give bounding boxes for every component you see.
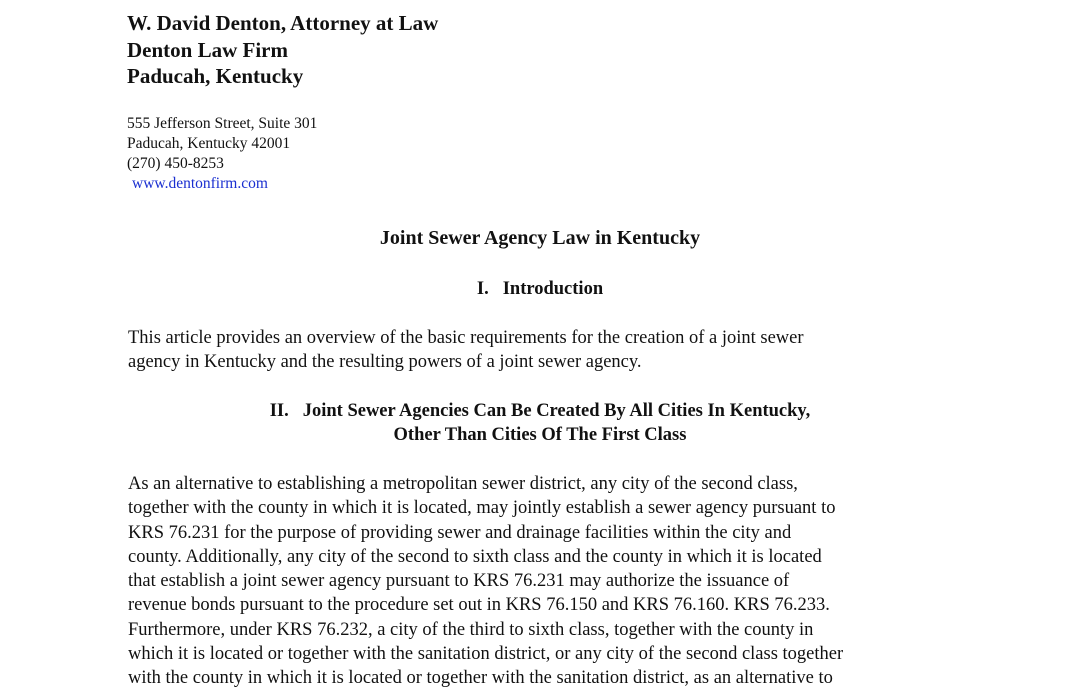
paragraph-line: revenue bonds pursuant to the procedure set out in KRS 76.150 and KRS 76.160. KRS 76.233. (128, 595, 830, 616)
firm-city: Paducah, Kentucky (127, 64, 304, 88)
attorney-name: W. David Denton, Attorney at Law (127, 11, 439, 35)
paragraph-line: This article provides an overview of the basic requirements for the creation of a joint sewer (128, 328, 804, 348)
section-1-paragraph (128, 326, 958, 375)
paragraph-line: Furthermore, under KRS 76.232, a city of the third to sixth class, together with the county in (128, 619, 814, 640)
paragraph-line: that establish a joint sewer agency pursuant to KRS 76.231 may authorize the issuance of (128, 571, 790, 592)
firm-name: Denton Law Firm (127, 37, 288, 62)
paragraph-line: KRS 76.231 for the purpose of providing sewer and drainage facilities within the city and (128, 522, 792, 543)
phone-number: (270) 450-8253 (127, 155, 224, 172)
section-1-heading (0, 277, 1080, 301)
document-title: Joint Sewer Agency Law in Kentucky (379, 227, 701, 249)
section-2-heading (0, 399, 1080, 447)
section-1-title: Introduction (502, 279, 604, 299)
paragraph-line: county. Additionally, any city of the second to sixth class and the county in which it is located (128, 546, 822, 567)
paragraph-line: agency in Kentucky and the resulting powers of a joint sewer agency. (128, 352, 642, 373)
website-link[interactable]: www.dentonfirm.com (132, 175, 268, 192)
paragraph-line: with the county in which it is located or together with the sanitation district, as an alternative to (128, 668, 833, 689)
paragraph-line: together with the county in which it is located, may jointly establish a sewer agency pursuant to (128, 498, 836, 519)
paragraph-line: which it is located or together with the sanitation district, or any city of the second class together (128, 644, 844, 665)
section-2-paragraph (128, 472, 958, 691)
address-block (127, 114, 317, 194)
street-address: 555 Jefferson Street, Suite 301 (127, 115, 318, 132)
section-2-title-line-2: Other Than Cities Of The First Class (393, 425, 687, 445)
section-2-heading-line-1 (0, 399, 1080, 423)
letterhead (127, 10, 438, 90)
section-2-number: II. (269, 401, 289, 421)
city-state-zip: Paducah, Kentucky 42001 (127, 135, 291, 152)
paragraph-line: As an alternative to establishing a metropolitan sewer district, any city of the second class, (128, 474, 798, 494)
section-2-title-line-1: Joint Sewer Agencies Can Be Created By All Cities In Kentucky, (302, 401, 811, 421)
section-1-number: I. (476, 279, 489, 299)
